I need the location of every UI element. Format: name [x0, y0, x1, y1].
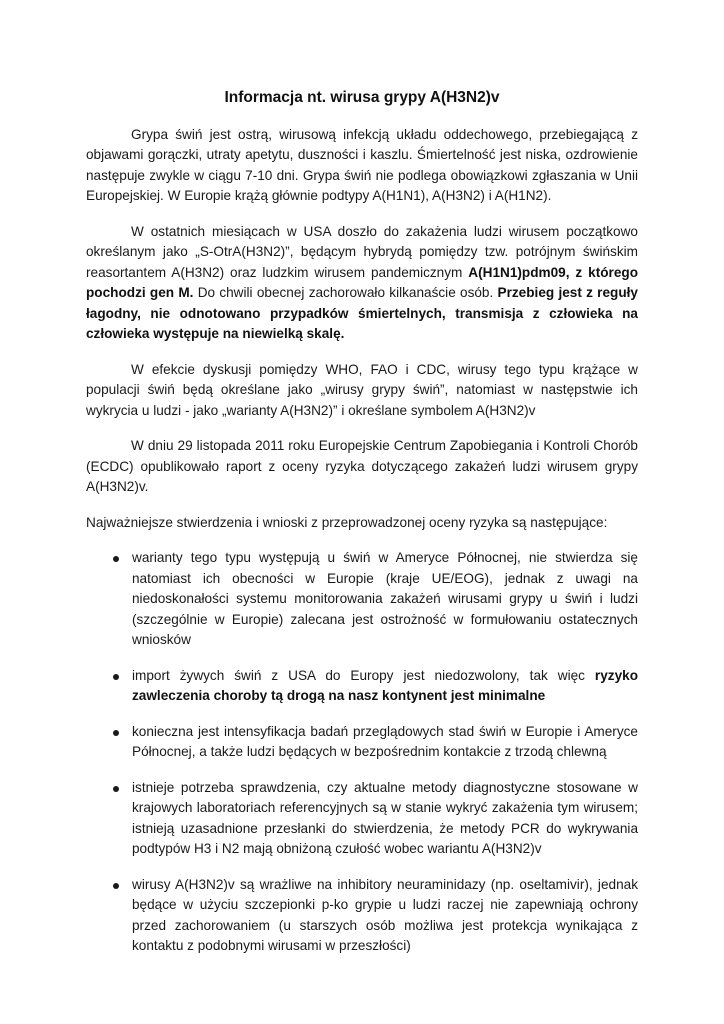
- bullet-icon: [113, 556, 119, 562]
- list-item: [86, 548, 638, 651]
- page-title: Informacja nt. wirusa grypy A(H3N2)v: [224, 89, 500, 106]
- paragraph-findings-intro: Najważniejsze stwierdzenia i wnioski z przeprowadzonej oceny ryzyka są następujące:: [86, 514, 608, 530]
- list-item: [86, 666, 638, 707]
- list-item-text: konieczna jest intensyfikacja badań przeglądowych stad świń w Europie i Ameryce Północnej, a także ludzi będących w bezpośrednim kontakcie z trzodą chlewną: [132, 723, 638, 759]
- bullet-icon: [113, 786, 119, 792]
- paragraph-text: W ostatnich miesiącach w USA doszło do zakażenia ludzi wirusem początkowo określanym jako „S-OtrA(H3N2)”, będącym hybrydą pomiędzy tzw. potrójnym świńskim reasortantem A(H3N2) oraz ludzkim wirusem pandemicznym: [86, 223, 638, 280]
- paragraph-ecdc-report: W dniu 29 listopada 2011 roku Europejskie Centrum Zapobiegania i Kontroli Chorób (ECDC) opublikowało raport z oceny ryzyka dotyczącego zakażeń ludzi wirusem grypy A(H3N2)v.: [86, 438, 638, 494]
- paragraph-naming: W efekcie dyskusji pomiędzy WHO, FAO i CDC, wirusy tego typu krążące w populacji świń będą określane jako „wirusy grypy świń”, natomiast w następstwie ich wykrycia u ludzi - jako „warianty A(H3N2)” i określane symbolem A(H3N2)v: [86, 361, 638, 418]
- paragraph-swine-flu-intro: Grypa świń jest ostrą, wirusową infekcją układu oddechowego, przebiegającą z objawami gorączki, utraty apetytu, duszności i kaszlu. Śmiertelność jest niska, ozdrowienie następuje zwykle w ciągu 7-10 dni. Grypa świń nie podlega obowiązkowi zgłaszania w Unii Europejskiej. W Europie krążą głównie podtypy A(H1N1), A(H3N2) i A(H1N2).: [86, 126, 638, 203]
- bold-text-course: Przebieg jest z reguły łagodny, nie odnotowano przypadków śmiertelnych, transmisja z człowieka na człowieka występuje na niewielką skalę.: [86, 285, 638, 341]
- list-item-text: wirusy A(H3N2)v są wrażliwe na inhibitory neuraminidazy (np. oseltamivir), jednak będące w użyciu szczepionki p-ko grypie u ludzi raczej nie zapewniają ochrony przed zachorowaniem (u starszych osób możliwa jest protekcja wynikająca z kontaktu z podobnymi wirusami w przeszłości): [132, 876, 638, 953]
- bold-text-gene-origin: A(H1N1)pdm09, z którego pochodzi gen M.: [86, 264, 639, 300]
- paragraph-text: Do chwili obecnej zachorowało kilkanaście osób.: [193, 285, 498, 300]
- list-item-text: warianty tego typu występują u świń w Ameryce Północnej, nie stwierdza się natomiast ich obecności w Europie (kraje UE/EOG), jednak z uwagi na niedoskonałości systemu monitorowania zakażeń wirusami grypy u świń i ludzi (szczególnie w Europie) zalecana jest ostrożność w formułowaniu ostatecznych wniosków: [132, 550, 638, 647]
- bold-text-risk: ryzyko zawleczenia choroby tą drogą na nasz kontynent jest minimalne: [132, 667, 638, 703]
- bullet-icon: [113, 883, 119, 889]
- list-item-text: istnieje potrzeba sprawdzenia, czy aktualne metody diagnostyczne stosowane w krajowych laboratoriach referencyjnych są w stanie wykryć zakażenia tym wirusem; istnieją uzasadnione przesłanki do stwierdzenia, że metody PCR do wykrywania podtypów H3 i N2 mają obniżoną czułość wobec wariantu A(H3N2)v: [132, 779, 638, 856]
- bullet-icon: [113, 674, 119, 680]
- bullet-icon: [113, 730, 119, 736]
- list-item-text: import żywych świń z USA do Europy jest niedozwolony, tak więc: [132, 667, 595, 683]
- list-item: [86, 722, 638, 763]
- findings-list: [86, 548, 638, 957]
- list-item: [86, 875, 638, 957]
- list-item: [86, 778, 638, 860]
- paragraph-usa-infections: [86, 222, 638, 345]
